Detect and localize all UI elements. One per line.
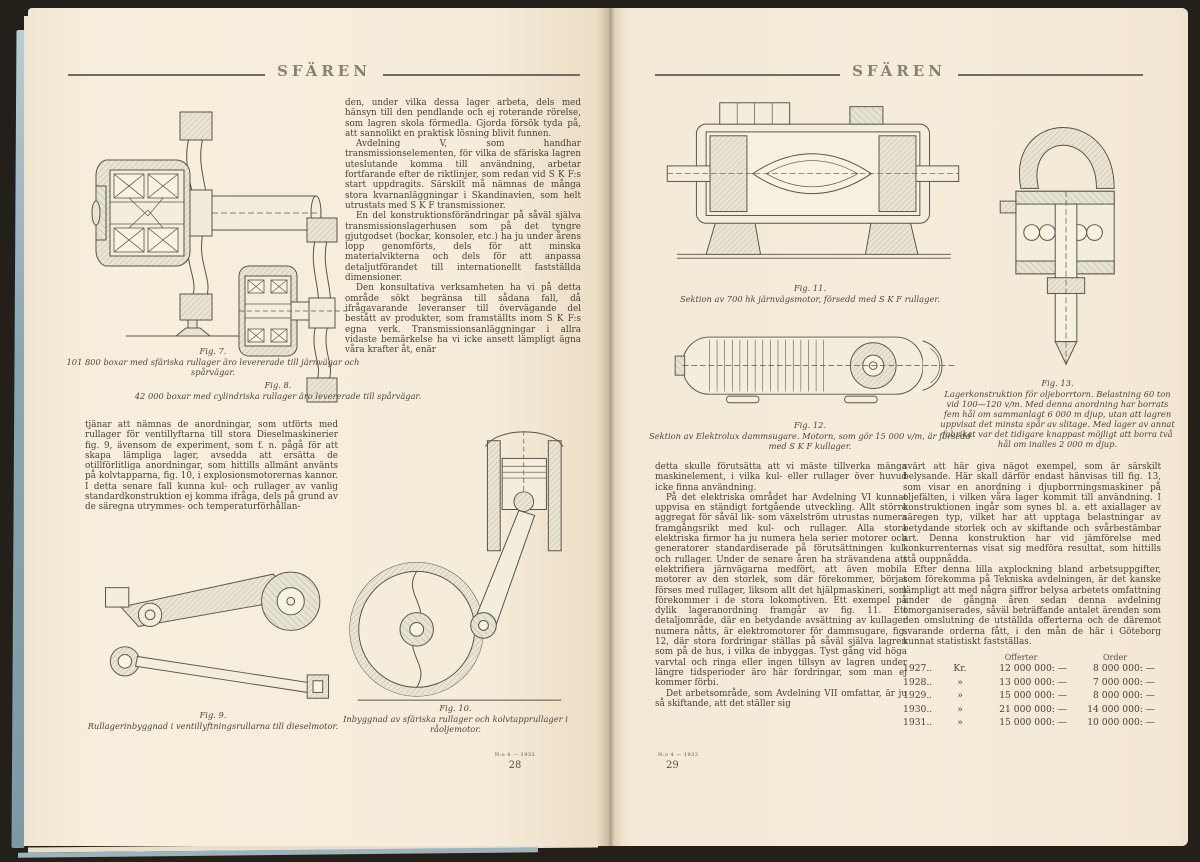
fig11-railway-motor-drawing — [655, 95, 970, 265]
head-rule-right — [958, 74, 1143, 76]
figure-caption: Rullagerinbyggnad i ventillyftningsrullarna till dieselmotor. — [87, 721, 339, 731]
paragraph: svårt att här giva något exempel, som är särskilt belysande. Här skall därför endast hänvisas till fig. 13, som visar en anordning i djupborrningsmaskiner på oljefälten, i vilken våra lager kommit till användning. I konstruktionen ingår som synes bl. a. ett axiallager av säregen typ, vilket har att upptaga belastningar av betydande storlek och av skiftande och svårbestämbar art. Denna konstruktion har vid jämförelse med konkurrenternas visat sig medföra resultat, som hittills stå ouppnådda. — [903, 462, 1161, 565]
unit-cell: » — [957, 676, 963, 688]
order-cell: 8 000 000: — — [1093, 663, 1155, 675]
order-cell: 14 000 000: — — [1087, 703, 1155, 715]
table-row — [903, 703, 1161, 717]
right-running-head — [655, 62, 1143, 80]
head-rule-left — [68, 74, 265, 76]
figure-label: Fig. 12. — [793, 420, 827, 430]
figure-label: Fig. 11. — [793, 283, 827, 293]
table-row — [903, 662, 1161, 676]
figure-label: Fig. 10. — [439, 703, 472, 713]
right-page — [610, 8, 1188, 846]
page-number: 28 — [508, 760, 522, 771]
year-cell: 1928.. — [903, 676, 933, 688]
year-cell: 1931.. — [903, 717, 933, 729]
unit-cell: Kr. — [953, 663, 967, 675]
fig11-caption — [650, 283, 970, 304]
fig13-caption — [940, 378, 1175, 449]
table-header-row — [903, 653, 1161, 662]
order-cell: 10 000 000: — — [1087, 717, 1155, 729]
figure-caption: Sektion av Elektrolux dammsugare. Motorn, som gör 15 000 v/m, är försedd med S K F kullager. — [649, 431, 971, 451]
paragraph: den, under vilka dessa lager arbeta, dels med hänsyn till den pendlande och ej roterande rörelse, som lagren skola förmedla. Gjorda försök tyda på, att sannolikt en praktisk lösning blivit funnen. — [345, 98, 581, 139]
issue-mark: N:o 4 — 1932 — [494, 752, 536, 758]
figure-caption: 42 000 boxar med cylindriska rullager äro levererade till spårvägar. — [134, 391, 422, 401]
paragraph: På det elektriska området har Avdelning VI kunnat uppvisa en ständigt fortgående utveckling. Allt större aggregat för såväl lik- som växelström utrustas numera framgångsrikt med kul- och rullager. Alla stora elektriska firmor ha ju numera hela serier motorer och generatorer standardiserade på förutsättningen kul- och rullager. Under de senare åren ha strävandena att elektrifiera järnvägarna medfört, att även mobila motorer av den storlek, som där förekommer, börjat förses med rullager, liksom allt det hjälpmaskineri, som förekommer i de stora lokomotiven. Ett exempel på dylik lageranordning framgår av fig. 11. Ett detaljområde, där en betydande avsättning av kullager numera nåtts, är elektromotorer för dammsugare, fig. 12, där stora fordringar ställas på såväl själva lagren som på de hus, i vilka de inbyggas. Tyst gång vid höga varvtal och ringa eller ingen tillsyn av lagren under längre tidsperioder äro här fordringar, som man ej kommer förbi. — [655, 492, 907, 689]
order-cell: 8 000 000: — — [1093, 690, 1155, 702]
head-rule-right — [383, 74, 580, 76]
right-page-footer — [658, 752, 748, 771]
paragraph: Avdelning V, som handhar transmissionselementen, för vilka de sfäriska lagren uteslutande komma till användning, arbetar fortfarande efter de riktlinjer, som redan vid S K F:s start uppdragits. Särskilt må nämnas de många stora kvarnanläggningar i Skandinavien, som helt utrustats med S K F transmissioner. — [345, 139, 581, 211]
fig7-caption — [63, 346, 363, 377]
figure-label: Fig. 13. — [1041, 378, 1074, 388]
offers-orders-table — [903, 653, 1161, 730]
figure-caption: Lagerkonstruktion för oljeborrtorn. Belastning 60 ton vid 100—120 v/m. Med denna anordning har borrats fem hål om sammanlagt 6 000 m djup, utan att lagren uppvisat det minsta spår av slitage. Med lager av annat fabrikat var det tidigare knappast möjligt att borra två hål om inalles 2 000 m djup. — [940, 389, 1175, 449]
fig9-valve-lifter-drawing — [90, 545, 345, 705]
magazine-title: SFÄREN — [277, 62, 371, 80]
column-header-order: Order — [1102, 653, 1128, 663]
offerter-cell: 21 000 000: — — [999, 703, 1067, 715]
paragraph: Det arbetsområde, som Avdelning VII omfattar, är ju så skiftande, att det ställer sig — [655, 688, 907, 709]
table-row — [903, 676, 1161, 690]
fig12-caption — [645, 420, 975, 451]
left-page-right-column — [345, 98, 581, 420]
table-row — [903, 689, 1161, 703]
head-rule-left — [655, 74, 840, 76]
figure-caption: Sektion av 700 hk järnvägsmotor, försedd med S K F rullager. — [679, 294, 941, 304]
fig10-caption — [328, 703, 583, 734]
paragraph: tjänar att nämnas de anordningar, som utförts med rullager för ventillyftarna till stora Dieselmaskinerier fig. 9, ävensom de experiment, som f. n. pågå för att skapa lämpliga lager, avsedda att ersätta de otillförlitliga anordningar, som hittills allmänt använts på kolvtapparna, fig. 10, i explosionsmotorernas kannor. I detta senare fall kunna kul- och rullager av vanlig standardkonstruktion ej komma ifråga, dels på grund av de säregna utrymmes- och temperaturförhållan- — [85, 420, 338, 513]
right-page-right-column — [903, 462, 1161, 762]
paragraph: Efter denna lilla axplockning bland arbetsuppgifter, som förekomma på Tekniska avdelningen, är det kanske lämpligt att med några siffror belysa arbetets omfattning under de gångna åren sedan denna avdelning omorganiserades, såväl beträffande antalet ärenden som den omslutning de utställda offerterna och de däremot svarande orderna fått, i den mån de här i Göteborg kunnat statistiskt fastställas. — [903, 564, 1161, 648]
paragraph: En del konstruktionsförändringar på såväl själva transmissionslagerhusen som på det tyngre gjutgodset (bockar, konsoler, etc.) ha ju under årens lopp genomförts, dels för att minska materialvikterna och dels för att anpassa detaljutförandet till internationellt fastställda dimensioner. — [345, 211, 581, 284]
unit-cell: » — [957, 703, 963, 715]
left-page — [28, 8, 610, 846]
figure-label: Fig. 7. — [199, 346, 227, 356]
unit-cell: » — [957, 690, 963, 702]
year-cell: 1930.. — [903, 703, 933, 715]
figure-caption: 101 800 boxar med sfäriska rullager äro levererade till järnvägar och spårvägar. — [66, 357, 360, 377]
figure-caption: Inbyggnad av sfäriska rullager och kolvtapprullager i råoljemotor. — [343, 714, 568, 734]
offerter-cell: 15 000 000: — — [999, 717, 1067, 729]
column-header-offerter: Offerter — [1004, 653, 1038, 663]
offerter-cell: 13 000 000: — — [999, 676, 1067, 688]
magazine-title: SFÄREN — [852, 62, 946, 80]
table-row — [903, 716, 1161, 730]
paragraph: detta skulle förutsätta att vi måste tillverka många maskinelement, i vilka kul- eller rullager över huvud icke finna användning. — [655, 462, 907, 493]
paragraph: Den konsultativa verksamheten ha vi på detta område sökt begränsa till sådana fall, då ifrågavarande leveranser till övervägande del bestått av produkter, som framställts inom S K F:s egna verk. Transmissionsanläggningar i allra vidaste bemärkelse ha vi icke ansett lämpligt ägna våra krafter åt, enär — [345, 283, 581, 356]
year-cell: 1929.. — [903, 690, 933, 702]
figure-label: Fig. 8. — [264, 380, 292, 390]
year-cell: 1927.. — [903, 663, 933, 675]
fig12-vacuum-cleaner-drawing — [668, 318, 968, 418]
offerter-cell: 12 000 000: — — [999, 663, 1067, 675]
page-number: 29 — [666, 760, 679, 771]
left-running-head — [68, 62, 580, 80]
left-page-left-column — [85, 420, 338, 542]
figure-label: Fig. 9. — [199, 710, 227, 720]
right-page-left-column — [655, 462, 907, 754]
left-page-footer — [460, 752, 570, 771]
issue-mark: N:o 4 — 1932 — [658, 752, 699, 758]
unit-cell: » — [957, 717, 963, 729]
order-cell: 7 000 000: — — [1093, 676, 1155, 688]
fig10-piston-flywheel-drawing — [338, 425, 573, 705]
fig13-oil-derrick-bearing-drawing — [965, 95, 1170, 375]
offerter-cell: 15 000 000: — — [999, 690, 1067, 702]
